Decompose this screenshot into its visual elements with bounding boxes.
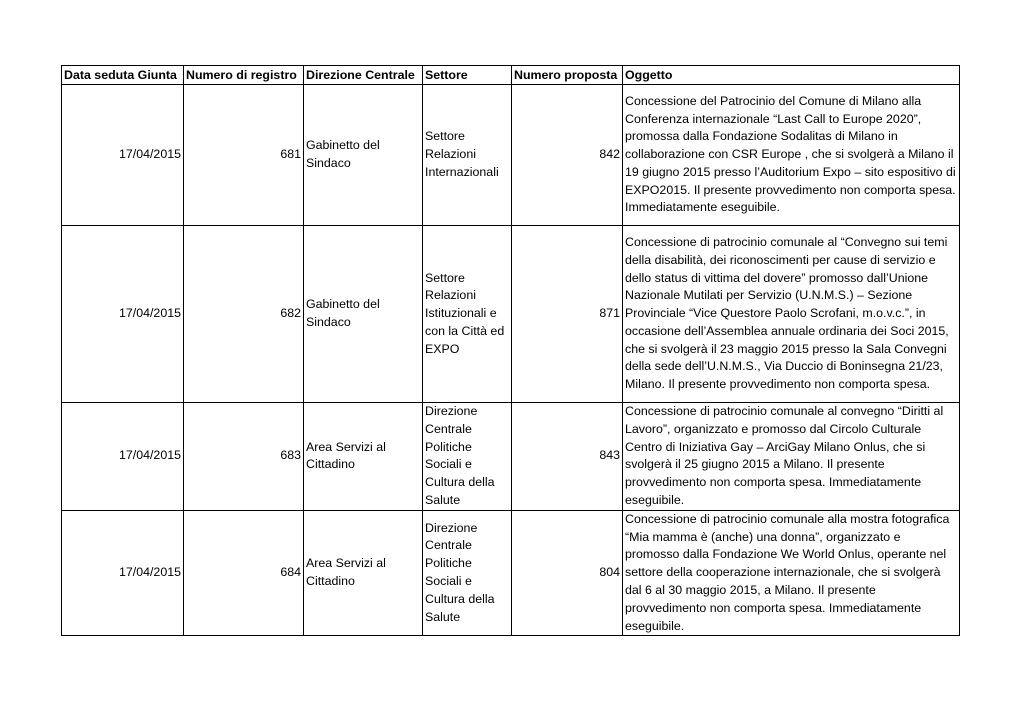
cell-numero-registro: 683 [184,403,304,511]
cell-numero-proposta: 804 [512,510,623,636]
cell-settore: Direzione Centrale Politiche Sociali e Cultura della Salute [423,510,512,636]
cell-numero-registro: 681 [184,85,304,226]
cell-oggetto: Concessione di patrocinio comunale al convegno “Diritti al Lavoro”, organizzato e promosso dal Circolo Culturale Centro di Iniziativa Gay – ArciGay Milano Onlus, che si svolgerà il 25 giugno 2015 a Milano. Il presente provvedimento non comporta spesa. Immediatamente eseguibile. [623,403,960,511]
cell-direzione-centrale: Area Servizi al Cittadino [304,403,423,511]
cell-numero-registro: 684 [184,510,304,636]
cell-numero-proposta: 842 [512,85,623,226]
header-row [62,66,960,85]
col-header-numero-proposta: Numero proposta [512,66,623,85]
col-header-data-seduta: Data seduta Giunta [62,66,184,85]
cell-oggetto: Concessione di patrocinio comunale al “Convegno sui temi della disabilità, dei riconoscimenti per cause di servizio e dello status di vittima del dovere” promosso dall’Unione Nazionale Mutilati per Servizio (U.N.M.S.) – Sezione Provinciale “Vice Questore Paolo Scrofani, m.o.v.c.”, in occasione dell’Assemblea annuale ordinaria dei Soci 2015, che si svolgerà il 23 maggio 2015 presso la Sala Convegni della sede dell’U.N.M.S., Via Duccio di Boninsegna 21/23, Milano. Il presente provvedimento non comporta spesa. [623,226,960,403]
cell-numero-proposta: 871 [512,226,623,403]
table-row [62,510,960,636]
cell-numero-proposta: 843 [512,403,623,511]
cell-data-seduta: 17/04/2015 [62,226,184,403]
cell-settore: Settore Relazioni Istituzionali e con la Città ed EXPO [423,226,512,403]
col-header-settore: Settore [423,66,512,85]
col-header-numero-registro: Numero di registro [184,66,304,85]
cell-numero-registro: 682 [184,226,304,403]
cell-settore: Direzione Centrale Politiche Sociali e Cultura della Salute [423,403,512,511]
cell-settore: Settore Relazioni Internazionali [423,85,512,226]
table-row [62,226,960,403]
cell-data-seduta: 17/04/2015 [62,403,184,511]
col-header-direzione-centrale: Direzione Centrale [304,66,423,85]
cell-direzione-centrale: Gabinetto del Sindaco [304,85,423,226]
cell-oggetto: Concessione di patrocinio comunale alla mostra fotografica “Mia mamma è (anche) una donna”, organizzato e promosso dalla Fondazione We World Onlus, operante nel settore della cooperazione internazionale, che si svolgerà dal 6 al 30 maggio 2015, a Milano. Il presente provvedimento non comporta spesa. Immediatamente eseguibile. [623,510,960,636]
cell-data-seduta: 17/04/2015 [62,510,184,636]
col-header-oggetto: Oggetto [623,66,960,85]
cell-direzione-centrale: Gabinetto del Sindaco [304,226,423,403]
delibere-table [61,65,960,636]
cell-oggetto: Concessione del Patrocinio del Comune di Milano alla Conferenza internazionale “Last Call to Europe 2020”, promossa dalla Fondazione Sodalitas di Milano in collaborazione con CSR Europe , che si svolgerà a Milano il 19 giugno 2015 presso l’Auditorium Expo – sito espositivo di EXPO2015. Il presente provvedimento non comporta spesa. Immediatamente eseguibile. [623,85,960,226]
cell-data-seduta: 17/04/2015 [62,85,184,226]
table-row [62,403,960,511]
cell-direzione-centrale: Area Servizi al Cittadino [304,510,423,636]
table-row [62,85,960,226]
